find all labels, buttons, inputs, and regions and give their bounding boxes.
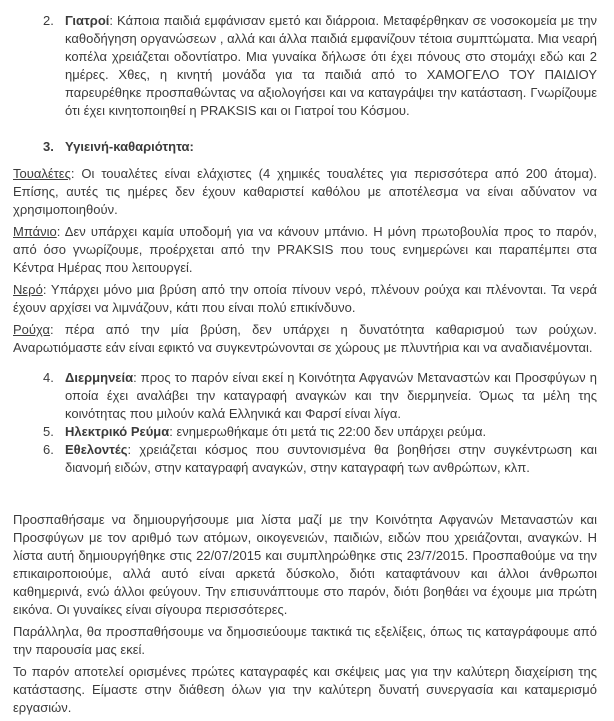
item-paragraph [65, 423, 597, 441]
numbered-item-hygiene-heading [13, 138, 597, 156]
subsection-clothes [13, 321, 597, 357]
subsection-label: Μπάνιο [13, 224, 57, 239]
subsection-text: : Οι τουαλέτες είναι ελάχιστες (4 χημικές τουαλέτες για περισσότερα από 200 άτομα). Επίσης, αυτές τις ημέρες δεν έχουν καθαριστεί καθόλου με αποτέλεσμα να είναι αδύνατον να χρησιμοποιηθούν. [13, 166, 597, 217]
subsection-label: Ρούχα [13, 322, 51, 337]
subsection-label: Νερό [13, 282, 43, 297]
subsection-text: : πέρα από την μία βρύση, δεν υπάρχει η δυνατότητα καθαρισμού των ρούχων. Αναρωτιόμαστε εάν είναι εφικτό να συγκεντρώνονται σε χώρους με πλυντήρια και να αναδιανέμονται. [13, 322, 597, 355]
item-label: Εθελοντές [65, 442, 128, 457]
numbered-item-volunteers [13, 441, 597, 477]
item-paragraph [65, 369, 597, 423]
closing-paragraph-updates: Παράλληλα, θα προσπαθήσουμε να δημοσιεύουμε τακτικά τις εξελίξεις, όπως τις καταγράφουμε από την παρουσία μας εκεί. [13, 624, 597, 657]
item-text: : προς το παρόν είναι εκεί η Κοινότητα Αφγανών Μεταναστών και Προσφύγων η οποία έχει αναλάβει την καταγραφή αναγκών και την διερμηνεία. Όμως τα μέλη της κοινότητας που μιλούν καλά Ελληνικά και Φαρσί είναι λίγα. [65, 370, 597, 421]
subsection-toilets [13, 165, 597, 219]
subsection-label: Τουαλέτες [13, 166, 71, 181]
section-heading [65, 138, 597, 156]
item-label: Διερμηνεία [65, 370, 134, 385]
item-text: : ενημερωθήκαμε ότι μετά τις 22:00 δεν υπάρχει ρεύμα. [169, 424, 487, 439]
item-number: 4. [43, 370, 54, 385]
item-paragraph [65, 12, 597, 120]
numbered-item-interpretation [13, 369, 597, 423]
item-number: 5. [43, 424, 54, 439]
subsection-text: : Δεν υπάρχει καμία υποδομή για να κάνουν μπάνιο. Η μόνη πρωτοβουλία προς το παρόν, από όσο γνωρίζουμε, προέρχεται από την PRAKSIS που τους ενημερώνει και παραπέμπει στα Κέντρα Ημέρας που λειτουργεί. [13, 224, 597, 275]
subsection-water [13, 281, 597, 317]
item-label: Υγιεινή-καθαριότητα: [65, 139, 194, 154]
item-label: Γιατροί [65, 13, 110, 28]
item-text: : χρειάζεται κόσμος που συντονισμένα θα βοηθήσει στην συγκέντρωση και διανομή ειδών, στην καταγραφή αναγκών, στην καταγραφή των ανθρώπων, κλπ. [65, 442, 597, 475]
closing-paragraph-cooperation: Το παρόν αποτελεί ορισμένες πρώτες καταγραφές και σκέψεις μας για την καλύτερη διαχείριση της κατάστασης. Είμαστε στην διάθεση όλων για την καλύτερη δυνατή συνεργασία και καταμερισμό εργασιών. [13, 664, 597, 715]
subsection-text: : Υπάρχει μόνο μια βρύση από την οποία πίνουν νερό, πλένουν ρούχα και πλένονται. Τα νερά έχουν αρχίσει να λιμνάζουν, κάτι που είναι πολύ επικίνδυνο. [13, 282, 597, 315]
closing-paragraph-list-creation: Προσπαθήσαμε να δημιουργήσουμε μια λίστα μαζί με την Κοινότητα Αφγανών Μεταναστών και Προσφύγων με τον αριθμό των ατόμων, οικογενειών, παιδιών, ειδών που χρειάζονται, αναγκών. Η λίστα αυτή δημιουργήθηκε στις 22/07/2015 και συμπληρώθηκε στις 23/7/2015. Προσπαθούμε να την επικαιροποιούμε, αλλά αυτό είναι αρκετά δύσκολο, διότι καταφτάνουν και άλλοι άνθρωποι καθημερινά, ενώ άλλοι φεύγουν. Την επισυνάπτουμε στο παρόν, διότι βοηθάει να έχουμε μια πρώτη εικόνα. Οι γυναίκες είναι σίγουρα περισσότερες. [13, 512, 597, 617]
item-number: 6. [43, 442, 54, 457]
item-text: : Κάποια παιδιά εμφάνισαν εμετό και διάρροια. Μεταφέρθηκαν σε νοσοκομεία με την καθοδήγηση οργανώσεων , αλλά και άλλα παιδιά εμφανίζουν τέτοια συμπτώματα. Μια νεαρή κοπέλα χρειάζεται οδοντίατρο. Μια γυναίκα δήλωσε ότι έχει πόνους στο στομάχι εδώ και 2 ημέρες. Χθες, η κινητή μονάδα για τα παιδιά από το ΧΑΜΟΓΕΛΟ ΤΟΥ ΠΑΙΔΙΟΥ παρευρέθηκε προσπαθώντας να αξιολογήσει και να καταγράψει την κατάσταση. Γνωρίζουμε ότι έχει κινητοποιηθεί η PRAKSIS και οι Γιατροί του Κόσμου. [65, 13, 597, 118]
item-label: Ηλεκτρικό Ρεύμα [65, 424, 170, 439]
numbered-item-doctors [13, 12, 597, 120]
subsection-bath [13, 223, 597, 277]
item-paragraph [65, 441, 597, 477]
item-number: 3. [43, 139, 54, 154]
item-number: 2. [43, 13, 54, 28]
numbered-item-electricity [13, 423, 597, 441]
